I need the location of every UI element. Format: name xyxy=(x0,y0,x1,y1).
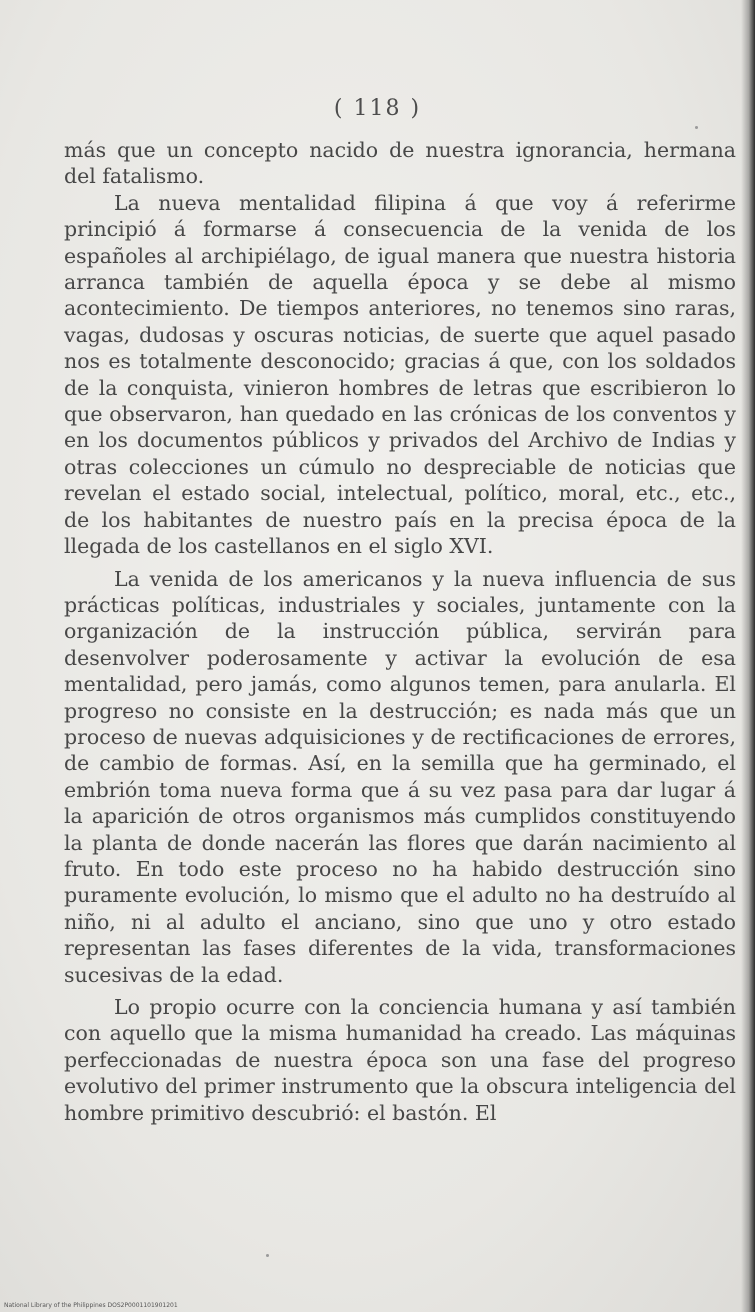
body-text xyxy=(64,137,736,1126)
paragraph-2: La nueva mentalidad filipina á que voy á referirme principió á formarse á consecuencia de la venida de los españoles al archipiélago, de igual manera que nuestra historia arranca también de aquella época y se debe al mismo acontecimiento. De tiempos anteriores, no tenemos sino raras, vagas, dudosas y oscuras noticias, de suerte que aquel pasado nos es totalmente desconocido; gracias á que, con los soldados de la conquista, vinieron hombres de letras que escribieron lo que observaron, han quedado en las crónicas de los conventos y en los documentos públicos y privados del Archivo de Indias y otras colecciones un cúmulo no despreciable de noticias que revelan el estado social, intelectual, político, moral, etc., etc., de los habitantes de nuestro país en la precisa época de la llegada de los castellanos en el siglo XVI. xyxy=(64,190,736,559)
paper-speck xyxy=(266,1254,269,1257)
footer-credit: National Library of the Philippines DOS2P0001101901201 xyxy=(4,1302,178,1309)
paragraph-1: más que un concepto nacido de nuestra ignorancia, hermana del fatalismo. xyxy=(64,138,736,189)
page-edge-shadow xyxy=(741,0,755,1312)
paragraph-3: La venida de los americanos y la nueva influencia de sus prácticas políticas, industriales y sociales, juntamente con la organización de la instrucción pública, servirán para desenvolver poderosamente y activar la evolución de esa mentalidad, pero jamás, como algunos temen, para anularla. El progreso no consiste en la destrucción; es nada más que un proceso de nuevas adquisiciones y de rectificaciones de errores, de cambio de formas. Así, en la semilla que ha germinado, el embrión toma nueva forma que á su vez pasa para dar lugar á la aparición de otros organismos más cumplidos constituyendo la planta de donde nacerán las flores que darán nacimiento al fruto. En todo este proceso no ha habido destrucción sino puramente evolución, lo mismo que el adulto no ha destruído al niño, ni al adulto el anciano, sino que uno y otro estado representan las fases diferentes de la vida, transformaciones sucesivas de la edad. xyxy=(64,566,736,987)
page-number: ( 118 ) xyxy=(333,96,422,121)
paragraph-4: Lo propio ocurre con la conciencia humana y así también con aquello que la misma humanidad ha creado. Las máquinas perfeccionadas de nuestra época son una fase del progreso evolutivo del primer instrumento que la obscura inteligencia del hombre primitivo descubrió: el bastón. El xyxy=(64,995,736,1125)
paper-speck xyxy=(695,126,698,129)
